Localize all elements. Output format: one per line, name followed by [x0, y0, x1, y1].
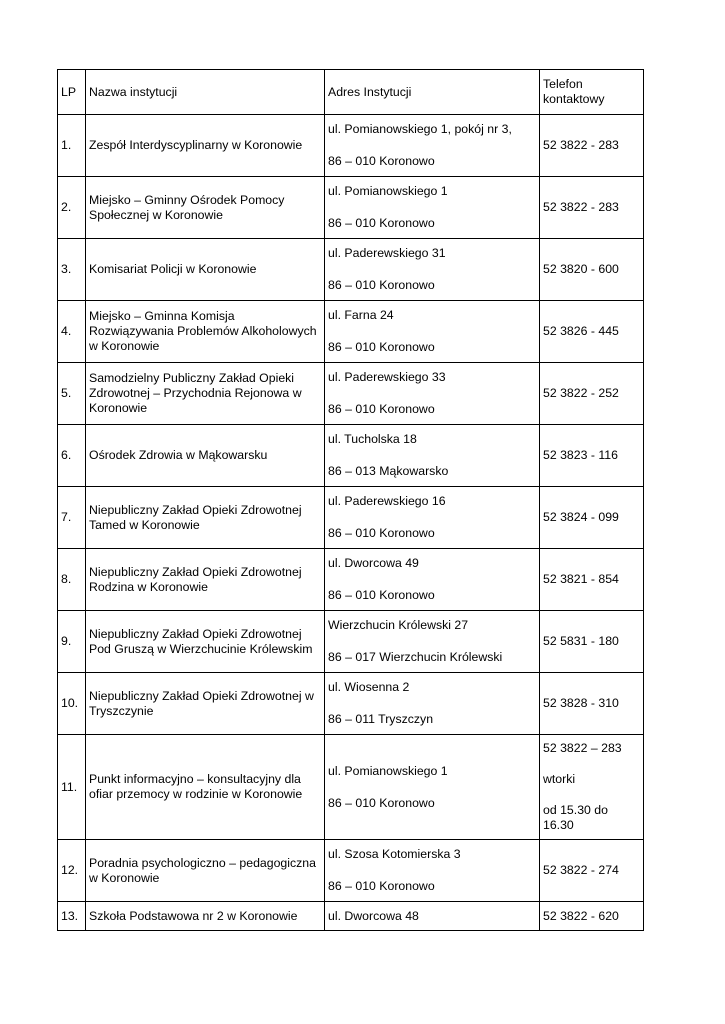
row-lp: 8.: [58, 549, 86, 611]
row-lp: 10.: [58, 673, 86, 735]
row-lp: 2.: [58, 177, 86, 239]
table-row: [58, 177, 644, 239]
row-phone: 52 3826 - 445: [540, 301, 644, 363]
row-address: [325, 177, 540, 239]
row-address: [325, 673, 540, 735]
address-postal: 86 – 010 Koronowo: [328, 879, 435, 893]
row-address: [325, 115, 540, 177]
address-street: Wierzchucin Królewski 27: [328, 618, 469, 632]
table-row: [58, 840, 644, 902]
address-street: ul. Farna 24: [328, 308, 394, 322]
institutions-table: [57, 69, 644, 931]
address-street: ul. Pomianowskiego 1: [328, 184, 448, 198]
row-lp: 3.: [58, 239, 86, 301]
row-phone: 52 3821 - 854: [540, 549, 644, 611]
row-address: [325, 549, 540, 611]
row-phone: 52 3820 - 600: [540, 239, 644, 301]
header-name: Nazwa instytucji: [86, 70, 325, 115]
row-phone: 52 3823 - 116: [540, 425, 644, 487]
address-postal: 86 – 013 Mąkowarsko: [328, 464, 449, 478]
row-address: [325, 425, 540, 487]
row-lp: 6.: [58, 425, 86, 487]
address-street: ul. Dworcowa 49: [328, 556, 419, 570]
row-name: Punkt informacyjno – konsultacyjny dla ofiar przemocy w rodzinie w Koronowie: [86, 735, 325, 840]
address-street: ul. Pomianowskiego 1, pokój nr 3,: [328, 122, 512, 136]
address-street: ul. Paderewskiego 33: [328, 370, 446, 384]
row-name: Miejsko – Gminny Ośrodek Pomocy Społecznej w Koronowie: [86, 177, 325, 239]
table-row: [58, 902, 644, 931]
address-postal: 86 – 011 Tryszczyn: [328, 712, 434, 726]
phone-number: 52 3822 – 283: [543, 741, 622, 755]
row-address: [325, 487, 540, 549]
row-address: ul. Dworcowa 48: [325, 902, 540, 931]
row-name: Niepubliczny Zakład Opieki Zdrowotnej Rodzina w Koronowie: [86, 549, 325, 611]
row-phone: 52 3828 - 310: [540, 673, 644, 735]
row-name: Komisariat Policji w Koronowie: [86, 239, 325, 301]
table-header-row: [58, 70, 644, 115]
row-lp: 5.: [58, 363, 86, 425]
row-name: Niepubliczny Zakład Opieki Zdrowotnej w Tryszczynie: [86, 673, 325, 735]
row-address: [325, 363, 540, 425]
row-name: Ośrodek Zdrowia w Mąkowarsku: [86, 425, 325, 487]
address-postal: 86 – 010 Koronowo: [328, 340, 435, 354]
row-name: Zespół Interdyscyplinarny w Koronowie: [86, 115, 325, 177]
row-phone: 52 5831 - 180: [540, 611, 644, 673]
row-phone: 52 3822 - 283: [540, 177, 644, 239]
table-row: [58, 735, 644, 840]
header-lp: LP: [58, 70, 86, 115]
address-postal: 86 – 010 Koronowo: [328, 588, 435, 602]
address-street: ul. Tucholska 18: [328, 432, 417, 446]
row-phone: [540, 735, 644, 840]
row-name: Niepubliczny Zakład Opieki Zdrowotnej Pod Gruszą w Wierzchucinie Królewskim: [86, 611, 325, 673]
row-lp: 11.: [58, 735, 86, 840]
table-row: [58, 673, 644, 735]
row-name: Niepubliczny Zakład Opieki Zdrowotnej Tamed w Koronowie: [86, 487, 325, 549]
row-name: Poradnia psychologiczno – pedagogiczna w Koronowie: [86, 840, 325, 902]
table-row: [58, 363, 644, 425]
row-lp: 4.: [58, 301, 86, 363]
row-address: [325, 301, 540, 363]
address-street: ul. Wiosenna 2: [328, 680, 410, 694]
row-address: [325, 239, 540, 301]
table-row: [58, 487, 644, 549]
header-address: Adres Instytucji: [325, 70, 540, 115]
address-postal: 86 – 010 Koronowo: [328, 278, 435, 292]
row-name: Miejsko – Gminna Komisja Rozwiązywania Problemów Alkoholowych w Koronowie: [86, 301, 325, 363]
row-phone: 52 3822 - 283: [540, 115, 644, 177]
table-row: [58, 301, 644, 363]
row-address: [325, 611, 540, 673]
row-phone: 52 3822 - 620: [540, 902, 644, 931]
address-postal: 86 – 010 Koronowo: [328, 402, 435, 416]
row-address: [325, 735, 540, 840]
row-lp: 12.: [58, 840, 86, 902]
row-lp: 7.: [58, 487, 86, 549]
row-lp: 1.: [58, 115, 86, 177]
header-phone: Telefon kontaktowy: [540, 70, 644, 115]
row-lp: 13.: [58, 902, 86, 931]
address-postal: 86 – 010 Koronowo: [328, 795, 435, 810]
row-phone: 52 3822 - 274: [540, 840, 644, 902]
table-row: [58, 425, 644, 487]
address-postal: 86 – 010 Koronowo: [328, 154, 435, 168]
address-street: ul. Szosa Kotomierska 3: [328, 847, 461, 861]
table-row: [58, 115, 644, 177]
address-postal: 86 – 010 Koronowo: [328, 216, 435, 230]
table-row: [58, 239, 644, 301]
phone-note-day: wtorki: [543, 772, 576, 786]
row-phone: 52 3822 - 252: [540, 363, 644, 425]
row-phone: 52 3824 - 099: [540, 487, 644, 549]
row-name: Samodzielny Publiczny Zakład Opieki Zdrowotnej – Przychodnia Rejonowa w Koronowie: [86, 363, 325, 425]
address-street: ul. Paderewskiego 16: [328, 494, 446, 508]
table-row: [58, 611, 644, 673]
row-lp: 9.: [58, 611, 86, 673]
row-name: Szkoła Podstawowa nr 2 w Koronowie: [86, 902, 325, 931]
phone-note-hours: od 15.30 do 16.30: [543, 803, 608, 832]
address-street: ul. Pomianowskiego 1: [328, 763, 448, 778]
table-row: [58, 549, 644, 611]
address-postal: 86 – 017 Wierzchucin Królewski: [328, 650, 503, 664]
address-street: ul. Paderewskiego 31: [328, 246, 446, 260]
address-postal: 86 – 010 Koronowo: [328, 526, 435, 540]
row-address: [325, 840, 540, 902]
